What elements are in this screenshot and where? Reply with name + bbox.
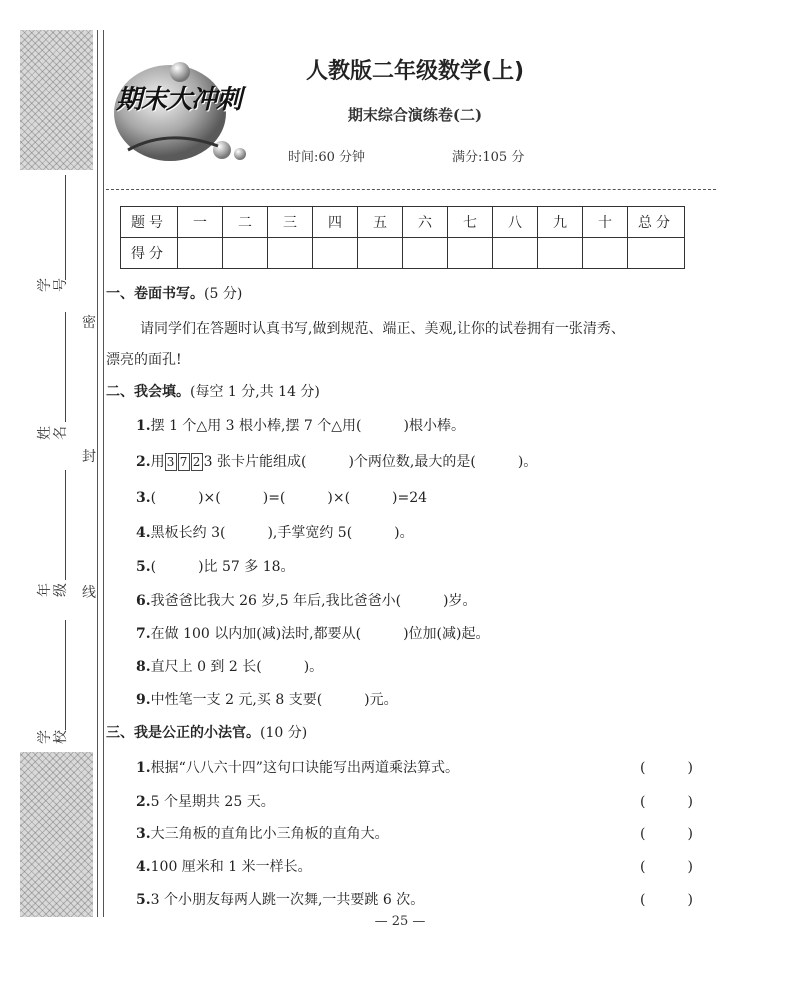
digit-card: 7 xyxy=(178,453,190,471)
digit-card: 3 xyxy=(165,453,177,471)
question-number: 2. xyxy=(136,794,151,810)
grade-line xyxy=(65,470,66,580)
section-2-points: (每空 1 分,共 14 分) xyxy=(190,384,320,400)
fill-question-5 xyxy=(136,556,295,576)
score-cell[interactable] xyxy=(538,238,583,269)
question-text: 直尺上 0 到 2 长( )。 xyxy=(150,659,324,675)
student-id-line xyxy=(65,175,66,280)
fill-question-4 xyxy=(136,522,414,542)
fill-question-1 xyxy=(136,415,465,435)
question-number: 8. xyxy=(136,659,151,675)
judge-question-1 xyxy=(136,757,459,777)
question-text: ( )×( )=( )×( )=24 xyxy=(150,490,428,506)
section-3-heading xyxy=(106,722,307,742)
header-divider xyxy=(106,189,716,190)
score-table-col-9: 九 xyxy=(538,207,583,238)
section-1-points: (5 分) xyxy=(204,286,243,302)
section-3-title: 三、我是公正的小法官。 xyxy=(106,725,260,741)
score-cell[interactable] xyxy=(403,238,448,269)
school-label: 学校 xyxy=(37,730,69,744)
score-table-score-label: 得分 xyxy=(121,238,178,269)
fill-question-6 xyxy=(136,590,477,610)
full-score: 满分:105 分 xyxy=(452,150,525,165)
section-1-line-2: 漂亮的面孔! xyxy=(106,352,182,368)
question-text: ( )比 57 多 18。 xyxy=(150,559,295,575)
score-cell[interactable] xyxy=(358,238,403,269)
score-table-header-row xyxy=(121,207,685,238)
section-3-points: (10 分) xyxy=(260,725,308,741)
seal-char-mi: 密 xyxy=(82,315,96,331)
question-text: 100 厘米和 1 米一样长。 xyxy=(150,859,312,875)
question-number: 1. xyxy=(136,760,151,776)
fill-question-8 xyxy=(136,656,323,676)
question-number: 7. xyxy=(136,626,151,642)
score-cell-total[interactable] xyxy=(628,238,685,269)
fill-question-9 xyxy=(136,689,398,709)
section-2-heading xyxy=(106,381,320,401)
question-number: 4. xyxy=(136,859,151,875)
page-title: 人教版二年级数学(上) xyxy=(305,59,525,84)
school-line xyxy=(65,620,66,730)
judge-question-5 xyxy=(136,889,424,909)
score-table-col-3: 三 xyxy=(268,207,313,238)
section-1-line-1: 请同学们在答题时认真书写,做到规范、端正、美观,让你的试卷拥有一张清秀、 xyxy=(140,321,625,337)
question-text: 黑板长约 3( ),手掌宽约 5( )。 xyxy=(150,525,414,541)
judge-answer-5[interactable]: ( ) xyxy=(640,892,693,908)
question-number: 3. xyxy=(136,826,151,842)
question-number: 3. xyxy=(136,490,151,506)
score-table-col-8: 八 xyxy=(493,207,538,238)
score-cell[interactable] xyxy=(223,238,268,269)
score-table-col-4: 四 xyxy=(313,207,358,238)
name-label: 姓名 xyxy=(37,426,69,440)
score-cell[interactable] xyxy=(268,238,313,269)
score-table xyxy=(120,206,685,269)
score-table-row-header: 题号 xyxy=(121,207,178,238)
section-2-title: 二、我会填。 xyxy=(106,384,190,400)
binding-border-left xyxy=(97,30,98,917)
judge-question-4 xyxy=(136,856,312,876)
score-cell[interactable] xyxy=(583,238,628,269)
question-text: 根据“八八六十四”这句口诀能写出两道乘法算式。 xyxy=(150,760,459,776)
judge-answer-2[interactable]: ( ) xyxy=(640,794,693,810)
section-1-heading xyxy=(106,283,242,303)
question-number: 9. xyxy=(136,692,151,708)
score-table-col-6: 六 xyxy=(403,207,448,238)
seal-char-xian: 线 xyxy=(82,585,96,601)
judge-question-2 xyxy=(136,791,275,811)
question-text: 5 个星期共 25 天。 xyxy=(150,794,275,810)
grade-label: 年级 xyxy=(37,583,69,597)
section-1-title: 一、卷面书写。 xyxy=(106,286,204,302)
logo xyxy=(108,58,268,168)
question-text: 大三角板的直角比小三角板的直角大。 xyxy=(150,826,389,842)
page-number: — 25 — xyxy=(374,914,426,929)
exam-time: 时间:60 分钟 xyxy=(288,150,366,165)
fill-question-3 xyxy=(136,487,427,507)
question-text: 在做 100 以内加(减)法时,都要从( )位加(减)起。 xyxy=(150,626,490,642)
question-text: 3 个小朋友每两人跳一次舞,一共要跳 6 次。 xyxy=(150,892,425,908)
judge-answer-1[interactable]: ( ) xyxy=(640,760,693,776)
fill-question-2 xyxy=(136,451,537,471)
score-table-col-5: 五 xyxy=(358,207,403,238)
digit-card: 2 xyxy=(191,453,203,471)
name-line xyxy=(65,312,66,422)
score-table-total-header: 总分 xyxy=(628,207,685,238)
score-cell[interactable] xyxy=(313,238,358,269)
question-text: 中性笔一支 2 元,买 8 支要( )元。 xyxy=(150,692,398,708)
question-text-pre: 用 xyxy=(150,454,165,470)
binding-pattern-top xyxy=(20,30,93,170)
fill-question-7 xyxy=(136,623,489,643)
question-number: 2. xyxy=(136,454,151,470)
score-cell[interactable] xyxy=(493,238,538,269)
logo-text: 期末大冲刺 xyxy=(116,85,242,115)
binding-border-right xyxy=(103,30,104,917)
judge-question-3 xyxy=(136,823,389,843)
question-number: 5. xyxy=(136,892,151,908)
judge-answer-3[interactable]: ( ) xyxy=(640,826,693,842)
question-text: 我爸爸比我大 26 岁,5 年后,我比爸爸小( )岁。 xyxy=(150,593,477,609)
question-number: 5. xyxy=(136,559,151,575)
question-number: 6. xyxy=(136,593,151,609)
question-text: 摆 1 个△用 3 根小棒,摆 7 个△用( )根小棒。 xyxy=(150,418,465,434)
score-cell[interactable] xyxy=(178,238,223,269)
question-text-post: 3 张卡片能组成( )个两位数,最大的是( )。 xyxy=(203,454,538,470)
judge-answer-4[interactable]: ( ) xyxy=(640,859,693,875)
seal-char-feng: 封 xyxy=(82,449,96,465)
score-cell[interactable] xyxy=(448,238,493,269)
student-id-label: 学号 xyxy=(37,278,69,292)
binding-pattern-bottom xyxy=(20,752,93,917)
question-number: 4. xyxy=(136,525,151,541)
score-table-col-2: 二 xyxy=(223,207,268,238)
question-number: 1. xyxy=(136,418,151,434)
score-table-col-10: 十 xyxy=(583,207,628,238)
score-table-col-1: 一 xyxy=(178,207,223,238)
score-table-score-row xyxy=(121,238,685,269)
score-table-col-7: 七 xyxy=(448,207,493,238)
page-subtitle: 期末综合演练卷(二) xyxy=(347,106,483,124)
